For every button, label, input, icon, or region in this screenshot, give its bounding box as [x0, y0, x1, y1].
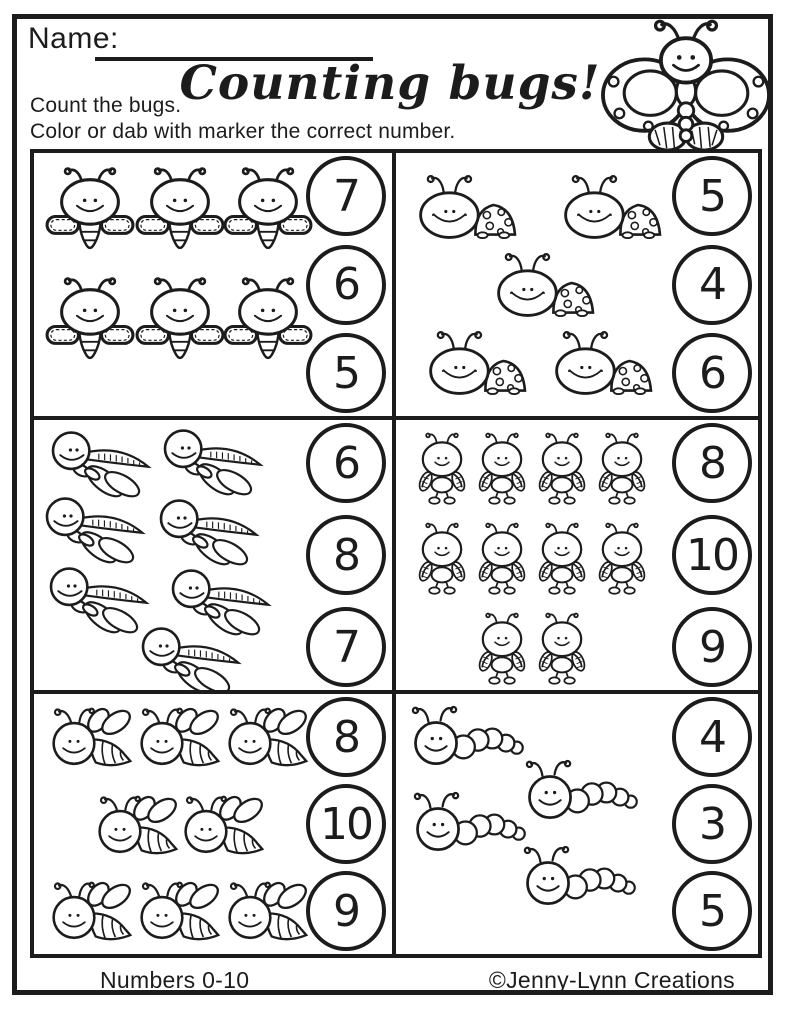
answer-circle[interactable]: [672, 607, 752, 687]
answer-circle[interactable]: [306, 515, 386, 595]
ant-icon: [470, 514, 534, 602]
instruction-line-1: Count the bugs.: [30, 94, 182, 117]
bug-area: [402, 696, 666, 952]
bug-area: [40, 696, 300, 952]
answer-circles: [302, 697, 390, 951]
answer-number: 5: [333, 347, 359, 399]
ant-icon: [410, 514, 474, 602]
bee-icon: [222, 271, 314, 369]
ladybug-icon: [548, 325, 656, 397]
answer-number: 7: [333, 170, 359, 222]
answer-circle[interactable]: [306, 245, 386, 325]
answer-number: 3: [699, 798, 725, 850]
answer-number: 4: [699, 711, 725, 763]
name-label: Name:: [28, 22, 119, 55]
answer-circle[interactable]: [306, 333, 386, 413]
bee-icon: [222, 161, 314, 259]
ladybug-icon: [490, 247, 598, 319]
bee-side-icon: [44, 874, 144, 950]
page-title: Counting bugs!: [179, 56, 601, 111]
credit-label: ©Jenny-Lynn Creations: [488, 966, 735, 993]
bee-side-icon: [44, 700, 144, 776]
bug-area: [40, 155, 300, 414]
answer-number: 10: [686, 529, 738, 581]
cell-bee-side: [34, 694, 396, 954]
caterpillar-icon: [408, 788, 532, 858]
answer-number: 5: [699, 885, 725, 937]
cell-bee: [34, 153, 396, 420]
answer-circle[interactable]: [672, 156, 752, 236]
answer-number: 8: [333, 529, 359, 581]
bee-icon: [44, 271, 136, 369]
ant-icon: [590, 514, 654, 602]
bee-icon: [134, 271, 226, 369]
ant-icon: [470, 424, 534, 512]
answer-circle[interactable]: [306, 784, 386, 864]
bee-icon: [134, 161, 226, 259]
ladybug-icon: [557, 169, 665, 241]
bee-icon: [44, 161, 136, 259]
answer-circle[interactable]: [672, 333, 752, 413]
answer-circle[interactable]: [306, 697, 386, 777]
answer-circles: [668, 156, 756, 413]
bee-side-icon: [176, 788, 276, 864]
butterfly-icon: [588, 14, 784, 154]
answer-circles: [302, 423, 390, 687]
answer-circle[interactable]: [672, 515, 752, 595]
dragonfly-icon: [158, 424, 268, 504]
ladybug-icon: [412, 169, 520, 241]
caterpillar-icon: [518, 842, 642, 912]
dragonfly-icon: [136, 622, 246, 694]
caterpillar-icon: [406, 702, 530, 772]
answer-circle[interactable]: [306, 423, 386, 503]
answer-circle[interactable]: [672, 784, 752, 864]
ant-icon: [530, 424, 594, 512]
answer-circle[interactable]: [672, 423, 752, 503]
cell-ladybug: [396, 153, 758, 420]
answer-number: 7: [333, 621, 359, 673]
cell-caterpillar: [396, 694, 758, 954]
answer-circle[interactable]: [672, 697, 752, 777]
worksheet-grid: [30, 149, 762, 958]
ant-icon: [530, 514, 594, 602]
bee-side-icon: [90, 788, 190, 864]
answer-circle[interactable]: [672, 871, 752, 951]
dragonfly-icon: [154, 494, 264, 574]
bee-side-icon: [132, 874, 232, 950]
bug-area: [402, 422, 666, 688]
series-label: Numbers 0-10: [100, 966, 250, 993]
answer-number: 9: [699, 621, 725, 673]
answer-number: 5: [699, 170, 725, 222]
answer-number: 4: [699, 259, 725, 310]
cell-dragonfly: [34, 420, 396, 694]
answer-circle[interactable]: [306, 156, 386, 236]
answer-circles: [302, 156, 390, 413]
answer-circles: [668, 423, 756, 687]
answer-number: 10: [320, 798, 372, 850]
answer-number: 8: [699, 437, 725, 489]
answer-circle[interactable]: [672, 245, 752, 325]
answer-circle[interactable]: [306, 607, 386, 687]
ladybug-icon: [422, 325, 530, 397]
bug-area: [402, 155, 666, 414]
bug-area: [40, 422, 300, 688]
ant-icon: [410, 424, 474, 512]
answer-number: 6: [333, 437, 359, 489]
footer: [0, 960, 791, 1000]
cell-ant: [396, 420, 758, 694]
ant-icon: [470, 604, 534, 692]
dragonfly-icon: [40, 492, 150, 572]
answer-number: 6: [699, 347, 725, 399]
ant-icon: [590, 424, 654, 512]
bee-side-icon: [132, 700, 232, 776]
ant-icon: [530, 604, 594, 692]
caterpillar-icon: [520, 756, 644, 826]
answer-circle[interactable]: [306, 871, 386, 951]
answer-number: 8: [333, 711, 359, 763]
instruction-line-2: Color or dab with marker the correct number.: [30, 120, 456, 143]
answer-number: 9: [333, 885, 359, 937]
answer-circles: [668, 697, 756, 951]
answer-number: 6: [333, 259, 359, 310]
